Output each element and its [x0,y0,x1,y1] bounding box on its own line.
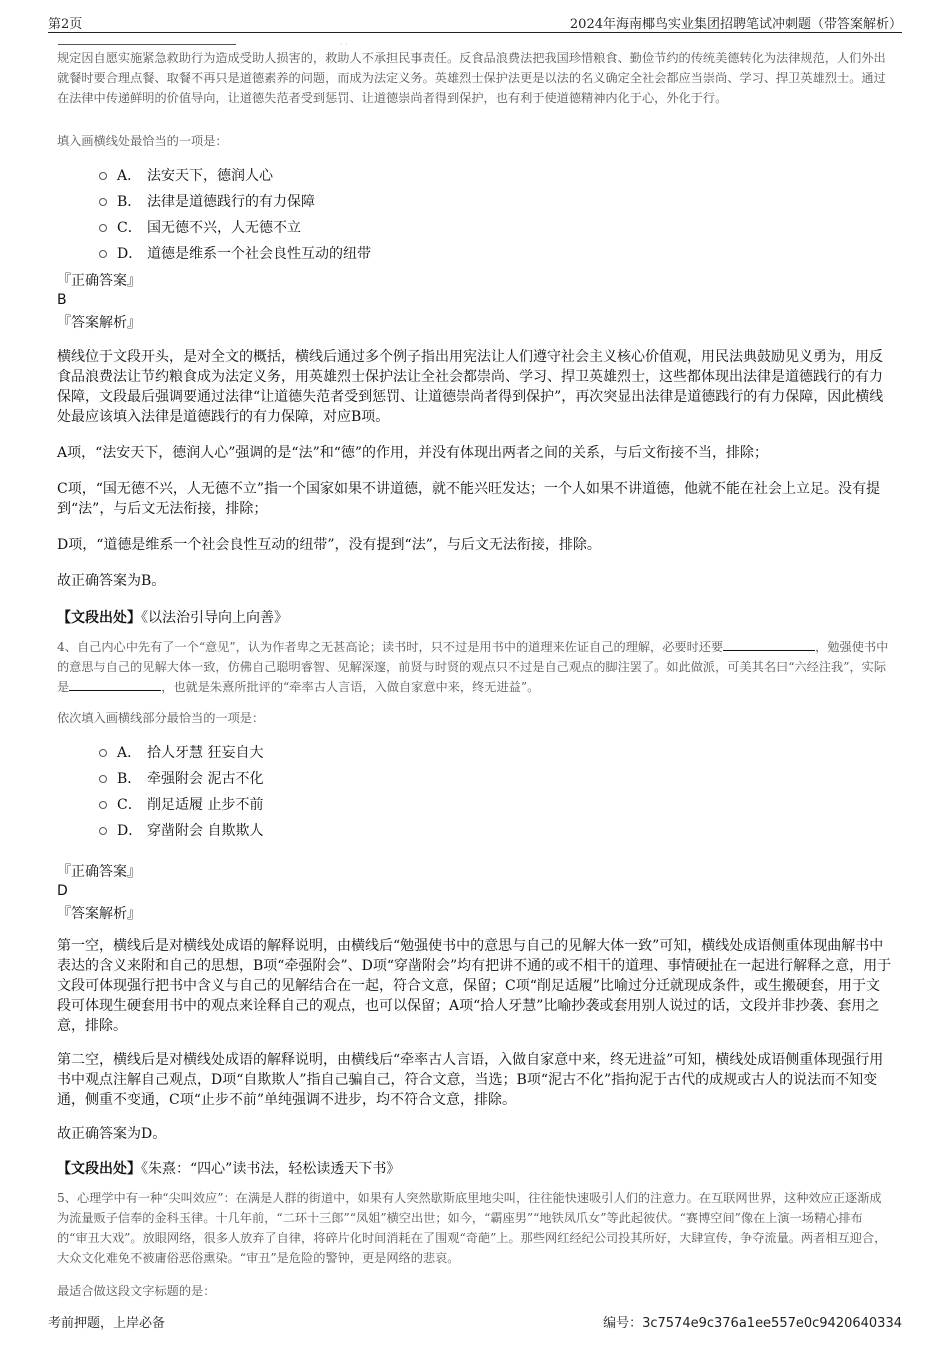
blank-1 [723,638,815,651]
q3-analysis-1: 横线位于文段开头，是对全文的概括，横线后通过多个例子指出用宪法让人们遵守社会主义核心价值观，用民法典鼓励见义勇为，用反食品浪费法让节约粮食成为法定义务，用英雄烈士保护法让全社会都崇尚、学习、捍卫英雄烈士，这些都体现出法律是道德践行的有力保障，文段最后强调要通过法律“让道德失范者受到惩罚、让道德崇尚者得到保护”，再次突显出法律是道德践行的有力保障，因此横线处最应该填入法律是道德践行的有力保障，对应B项。 [57,349,884,425]
page-header [48,10,902,33]
q4-answer: D [57,883,68,899]
q3-source-label: 【文段出处】 [57,610,141,626]
q3-analysis-4: D项，“道德是维系一个社会良性互动的纽带”，没有提到“法”，与后文无法衔接，排除。 [57,537,601,553]
top-dots: · · [340,40,348,49]
q4-option-d[interactable]: D． 穿凿附会 自欺欺人 [99,818,892,844]
q3-prompt: 填入画横线处最恰当的一项是： [57,134,228,148]
q3-source-title: 《以法治引导向上向善》 [141,610,288,626]
q4-option-b[interactable]: B． 牵强附会 泥古不化 [99,766,892,792]
top-rule [58,44,236,45]
page-number: 第2页 [48,17,83,32]
q4-analysis-label: 『答案解析』 [57,906,141,922]
q4-analysis-3: 故正确答案为D。 [57,1126,167,1142]
radio-icon[interactable] [99,827,107,835]
q3-option-b[interactable]: B． 法律是道德践行的有力保障 [99,189,892,215]
radio-icon[interactable] [99,801,107,809]
q5-passage: 5、心理学中有一种“尖叫效应”：在满是人群的街道中，如果有人突然歇斯底里地尖叫，往往能快速吸引人们的注意力。在互联网世界，这种效应正逐渐成为流量贩子信奉的金科玉律。十几年前，“二环十三郎”“凤姐”横空出世；如今，“霸座男”“地铁凤爪女”等此起彼伏。“赛博空间”像在上演一场精心排布的“审丑大戏”。放眼网络，很多人放弃了自律，将碎片化时间消耗在了围观“奇葩”上。那些网红经纪公司投其所好，大肆宣传，争夺流量。两者相互迎合，大众文化难免不被庸俗恶俗熏染。“审丑”是危险的警钟，更是网络的悲哀。 [57,1191,887,1265]
document-title: 2024年海南椰鸟实业集团招聘笔试冲刺题（带答案解析） [569,17,902,32]
q4-answer-label: 『正确答案』 [57,864,141,880]
q3-answer: B [57,292,67,308]
q3-analysis-2: A项，“法安天下，德润人心”强调的是“法”和“德”的作用，并没有体现出两者之间的关系，与后文衔接不当，排除； [57,445,769,461]
q4-passage: 4、自己内心中先有了一个“意见”，认为作者卑之无甚高论；读书时，只不过是用书中的道理来佐证自己的理解，必要时还要 ，勉强使书中的意思与自己的见解大体一致，仿佛自己聪明睿智、见解深邃，前贤与时贤的观点只不过是自己观点的脚注罢了。如此做派，可美其名曰“六经注我”，实际是 ，也就是朱熹所批评的“牵率古人言语，入做自家意中来，终无进益”。 [57,640,889,694]
footer-code: 编号：3c7574e9c376a1ee557e0c9420640334 [603,1316,902,1331]
q4-analysis-1: 第一空，横线后是对横线处成语的解释说明，由横线后“勉强使书中的意思与自己的见解大体一致”可知，横线处成语侧重体现曲解书中表达的含义来附和自己的思想，B项“牵强附会”、D项“穿凿附会”均有把讲不通的或不相干的道理、事情硬扯在一起进行解释之意，用于文段可体现强行把书中含义与自己的见解结合在一起，符合文意，保留；C项“削足适履”比喻过分迁就现成条件，或生搬硬套，用于文段可体现生硬套用书中的观点来诠释自己的观点，也可以保留；A项“拾人牙慧”比喻抄袭或套用别人说过的话，文段并非抄袭、套用之意，排除。 [57,938,892,1034]
radio-icon[interactable] [99,198,107,206]
q3-option-d[interactable]: D． 道德是维系一个社会良性互动的纽带 [99,241,892,267]
radio-icon[interactable] [99,749,107,757]
q3-analysis-3: C项，“国无德不兴，人无德不立”指一个国家如果不讲道德，就不能兴旺发达；一个人如果不讲道德，他就不能在社会上立足。没有提到“法”，与后文无法衔接，排除； [57,481,881,517]
q4-prompt: 依次填入画横线部分最恰当的一项是： [57,711,265,725]
q4-source [57,1158,892,1178]
page-content [57,48,892,1299]
radio-icon[interactable] [99,250,107,258]
q4-analysis-2: 第二空，横线后是对横线处成语的解释说明，由横线后“牵率古人言语，入做自家意中来，终无进益”可知，横线处成语侧重体现强行用书中观点注解自己观点，D项“自欺欺人”指自己骗自己，符合文意，当选；B项“泥古不化”指拘泥于古代的成规或古人的说法而不知变通，侧重不变通，C项“止步不前”单纯强调不进步，均不符合文意，排除。 [57,1052,884,1108]
radio-icon[interactable] [99,775,107,783]
q3-analysis-label: 『答案解析』 [57,315,141,331]
blank-2 [69,678,161,691]
radio-icon[interactable] [99,224,107,232]
q3-analysis-5: 故正确答案为B。 [57,573,166,589]
q3-options [57,163,892,267]
q3-source [57,607,892,627]
q3-answer-label: 『正确答案』 [57,273,141,289]
q4-options [57,740,892,844]
footer-slogan: 考前押题，上岸必备 [48,1316,166,1331]
q5-prompt: 最适合做这段文字标题的是： [57,1284,216,1298]
radio-icon[interactable] [99,172,107,180]
q3-option-a[interactable]: A． 法安天下，德润人心 [99,163,892,189]
q4-source-title: 《朱熹：“四心”读书法，轻松读透天下书》 [141,1161,401,1177]
q3-passage: 规定因自愿实施紧急救助行为造成受助人损害的，救助人不承担民事责任。反食品浪费法把我国珍惜粮食、勤俭节约的传统美德转化为法律规范，人们外出就餐时要合理点餐、取餐不再只是道德素养的问题，而成为法定义务。英雄烈士保护法更是以法的名义确定全社会都应当崇尚、学习、捍卫英雄烈士。通过在法律中传递鲜明的价值导向，让道德失范者受到惩罚、让道德崇尚者得到保护，也有利于使道德精神内化于心，外化于行。 [57,51,886,105]
q3-option-c[interactable]: C． 国无德不兴，人无德不立 [99,215,892,241]
q4-option-c[interactable]: C． 削足适履 止步不前 [99,792,892,818]
q4-option-a[interactable]: A． 拾人牙慧 狂妄自大 [99,740,892,766]
q4-source-label: 【文段出处】 [57,1161,141,1177]
document-code: 3c7574e9c376a1ee557e0c9420640334 [642,1316,902,1331]
